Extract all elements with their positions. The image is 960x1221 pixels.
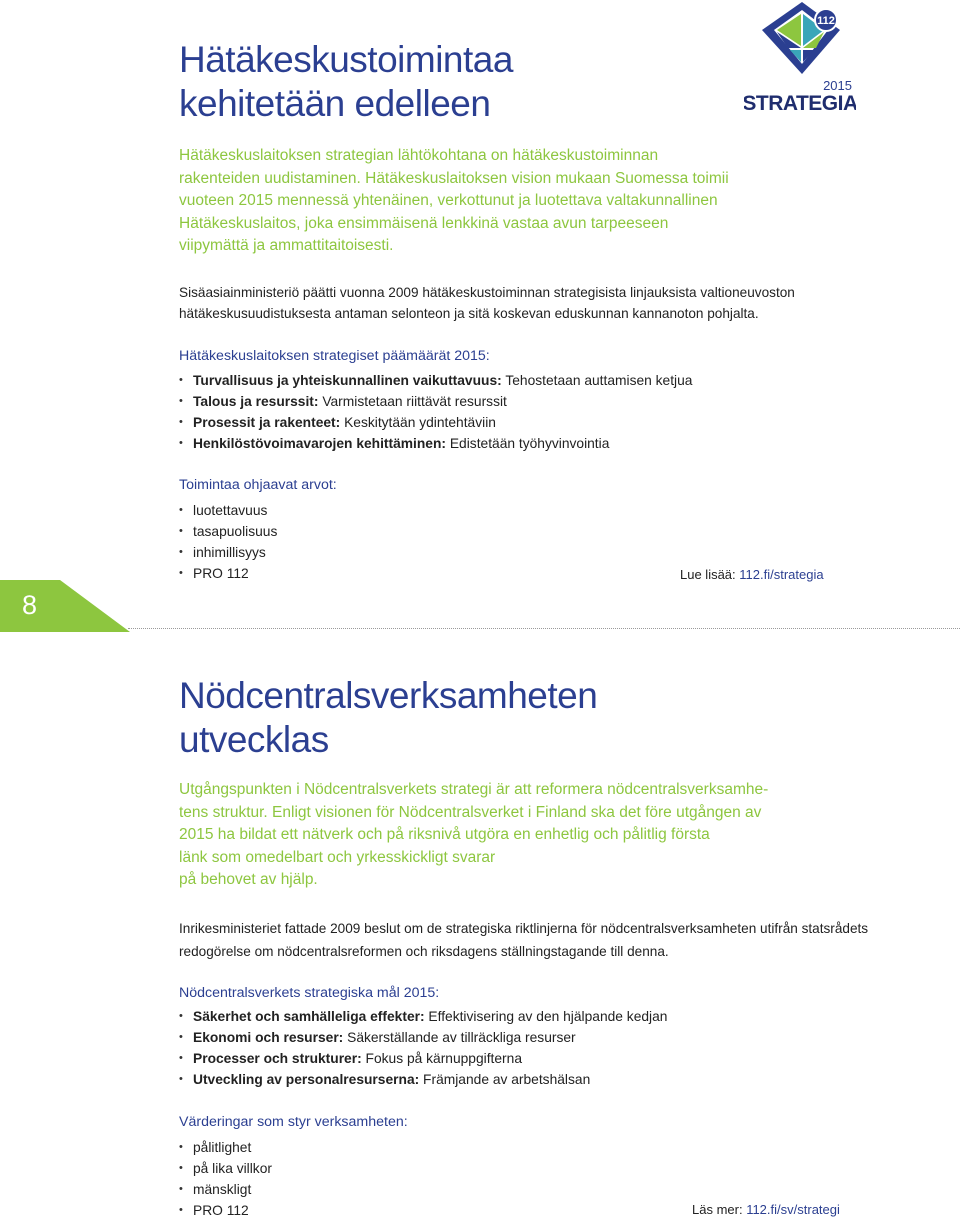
svg-text:112: 112 [817,15,835,27]
list-item: • luotettavuus [179,500,277,521]
list-item: • pålitlighet [179,1137,272,1158]
goal-text: Fokus på kärnuppgifterna [361,1051,522,1066]
read-more-label: Läs mer: [692,1202,747,1217]
logo-emblem-icon [744,0,856,112]
fi-page-title [179,38,513,126]
list-item [179,433,692,454]
svg-text:STRATEGIA: STRATEGIA [744,92,856,112]
list-item: • på lika villkor [179,1158,272,1179]
goal-text: Tehostetaan auttamisen ketjua [501,373,693,388]
read-more-label: Lue lisää: [680,567,740,582]
strategia-2015-logo [744,0,856,112]
fi-lead-line: viipymättä ja ammattitaitoisesti. [179,237,394,254]
fi-values-list [179,500,277,584]
fi-goals-heading: Hätäkeskuslaitoksen strategiset päämäärät 2015: [179,348,490,364]
sv-values-heading: Värderingar som styr verksamheten: [179,1114,408,1130]
sv-lead-paragraph [179,779,768,892]
goal-label: Ekonomi och resurser: [193,1030,344,1045]
list-item [179,370,692,391]
fi-values-heading: Toimintaa ohjaavat arvot: [179,477,337,493]
fi-body-paragraph: Sisäasiainministeriö päätti vuonna 2009 hätäkeskustoiminnan strategisista linjauksista valtioneuvoston hätäkeskusuudistuksesta antaman selonteon ja sitä koskevan eduskunnan kannanoton pohjalta. [179,285,795,321]
fi-lead-line: Hätäkeskuslaitos, joka ensimmäisenä lenkkinä vastaa avun tarpeeseen [179,214,669,232]
goal-text: Främjande av arbetshälsan [419,1072,591,1087]
fi-read-more [680,567,824,582]
list-item [179,1027,667,1048]
sv-title-line-2: utvecklas [179,719,329,760]
fi-title-line-1: Hätäkeskustoimintaa [179,39,513,80]
fi-goals-list [179,370,692,454]
list-item: • inhimillisyys [179,542,277,563]
fi-title-line-2: kehitetään edelleen [179,83,491,124]
goal-text: Keskitytään ydintehtäviin [340,415,496,430]
goal-label: Processer och strukturer: [193,1051,362,1066]
sv-values-list [179,1137,272,1221]
goal-label: Prosessit ja rakenteet: [193,415,341,430]
sv-read-more [692,1202,840,1217]
list-item: • PRO 112 [179,563,277,584]
fi-lead-line: rakenteiden uudistaminen. Hätäkeskuslaitoksen vision mukaan Suomessa toimii [179,169,729,187]
list-item [179,412,692,433]
goal-label: Henkilöstövoimavarojen kehittäminen: [193,436,447,451]
goal-label: Turvallisuus ja yhteiskunnallinen vaikuttavuus: [193,373,502,388]
fi-lead-line: Hätäkeskuslaitoksen strategian lähtökohtana on hätäkeskustoiminnan [179,147,659,164]
goal-label: Utveckling av personalresurserna: [193,1072,420,1087]
goal-text: Säkerställande av tillräckliga resurser [343,1030,576,1045]
sv-lead-line: på behovet av hjälp. [179,871,318,888]
page-number-tab [0,580,130,632]
svg-text:2015: 2015 [823,78,852,93]
sv-body-paragraph: Inrikesministeriet fattade 2009 beslut om de strategiska riktlinjerna för nödcentralsverksamheten utifrån statsrådets redogörelse om nödcentralsreformen och riksdagens ställningstagande till denna. [179,921,869,959]
fi-lead-line: vuoteen 2015 mennessä yhtenäinen, verkottunut ja luotettava valtakunnallinen [179,192,718,209]
sv-title-line-1: Nödcentralsverksamheten [179,675,598,716]
fi-lead-paragraph [179,145,729,258]
sv-lead-line: 2015 ha bildat ett nätverk och på riksnivå utgöra en enhetlig och pålitlig första [179,826,710,843]
sv-page-title [179,674,597,762]
page-number: 8 [22,590,38,620]
list-item: • tasapuolisuus [179,521,277,542]
list-item: • mänskligt [179,1179,272,1200]
read-more-link[interactable]: 112.fi/sv/strategi [746,1202,840,1217]
goal-text: Edistetään työhyvinvointia [446,436,610,451]
goal-label: Talous ja resurssit: [193,394,319,409]
goal-text: Varmistetaan riittävät resurssit [318,394,507,409]
sv-goals-list [179,1006,667,1090]
list-item [179,1069,667,1090]
list-item [179,1006,667,1027]
sv-lead-line: tens struktur. Enligt visionen för Nödcentralsverket i Finland ska det före utgången av [179,803,762,821]
goal-label: Säkerhet och samhälleliga effekter: [193,1009,425,1024]
list-item [179,391,692,412]
sv-goals-heading: Nödcentralsverkets strategiska mål 2015: [179,985,440,1001]
section-divider [128,628,960,629]
page-tab-shape [0,580,130,632]
list-item: • PRO 112 [179,1200,272,1221]
read-more-link[interactable]: 112.fi/strategia [739,567,824,582]
goal-text: Effektivisering av den hjälpande kedjan [424,1009,668,1024]
sv-lead-line: länk som omedelbart och yrkesskickligt svarar [179,848,496,866]
list-item [179,1048,667,1069]
sv-lead-line: Utgångspunkten i Nödcentralsverkets strategi är att reformera nödcentralsverksamhe- [179,781,769,798]
